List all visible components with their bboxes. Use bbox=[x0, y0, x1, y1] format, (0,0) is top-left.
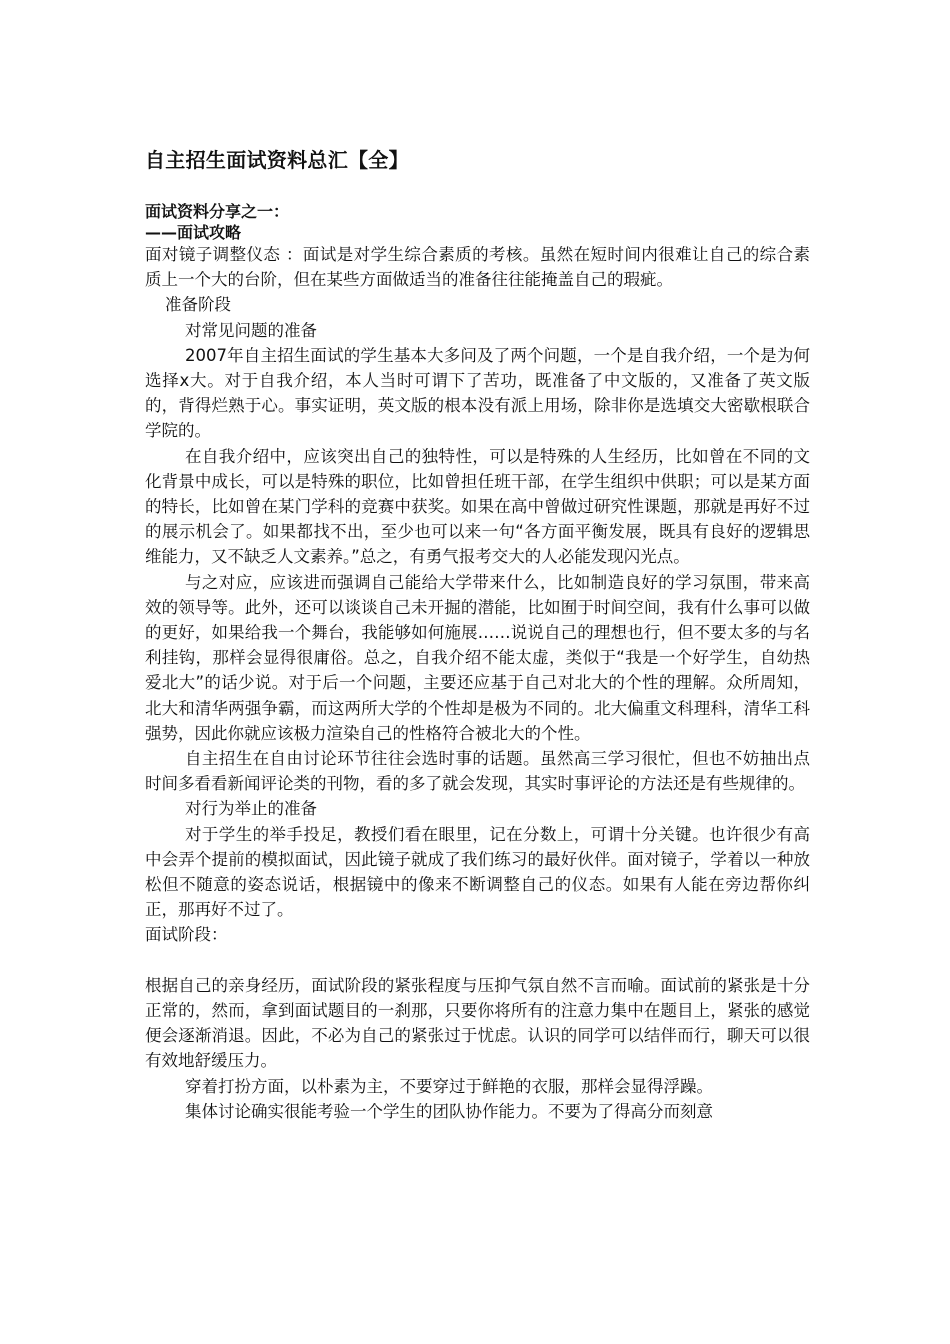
blank-line bbox=[145, 948, 810, 973]
paragraph: 与之对应，应该进而强调自己能给大学带来什么，比如制造良好的学习氛围，带来高效的领导等。此外，还可以谈谈自己未开掘的潜能，比如囿于时间空间，我有什么事可以做的更好，如果给我一个舞台，我能够如何施展……说说自己的理想也行，但不要太多的与名利挂钩，那样会显得很庸俗。总之，自我介绍不能太虚，类似于“我是一个好学生，自幼热爱北大”的话少说。对于后一个问题，主要还应基于自己对北大的个性的理解。众所周知，北大和清华两强争霸，而这两所大学的个性却是极为不同的。北大偏重文科理科，清华工科强势，因此你就应该极力渲染自己的性格符合被北大的个性。 bbox=[145, 572, 810, 743]
paragraph: 自主招生在自由讨论环节往往会选时事的话题。虽然高三学习很忙，但也不妨抽出点时间多看看新闻评论类的刊物，看的多了就会发现，其实时事评论的方法还是有些规律的。 bbox=[145, 749, 810, 794]
paragraph-intro: 面对镜子调整仪态 ：面试是对学生综合素质的考核。虽然在短时间内很难让自己的综合素质上一个大的台阶，但在某些方面做适当的准备往往能掩盖自己的瑕疵。 bbox=[145, 245, 810, 290]
paragraph: 穿着打扮方面，以朴素为主，不要穿过于鲜艳的衣服，那样会显得浮躁。 bbox=[185, 1076, 713, 1096]
paragraph: 集体讨论确实很能考验一个学生的团队协作能力。不要为了得高分而刻意 bbox=[185, 1101, 713, 1121]
heading-interview-stage: 面试阶段： bbox=[145, 925, 228, 945]
subsection-heading: ——面试攻略 bbox=[145, 223, 242, 242]
paragraph: 在自我介绍中，应该突出自己的独特性，可以是特殊的人生经历，比如曾在不同的文化背景中成长，可以是特殊的职位，比如曾担任班干部，在学生组织中供职；可以是某方面的特长，比如曾在某门学科的竞赛中获奖。如果在高中曾做过研究性课题，那就是再好不过的展示机会了。如果都找不出，至少也可以来一句“各方面平衡发展，既具有良好的逻辑思维能力，又不缺乏人文素养。”总之，有勇气报考交大的人必能发现闪光点。 bbox=[145, 446, 810, 567]
heading-behavior: 对行为举止的准备 bbox=[185, 799, 317, 819]
document-body bbox=[145, 242, 810, 1124]
heading-preparation-stage: 准备阶段 bbox=[165, 295, 231, 315]
heading-common-questions: 对常见问题的准备 bbox=[185, 320, 317, 340]
section-heading: 面试资料分享之一： bbox=[145, 202, 290, 221]
paragraph: 根据自己的亲身经历，面试阶段的紧张程度与压抑气氛自然不言而喻。面试前的紧张是十分正常的，然而，拿到面试题目的一刹那，只要你将所有的注意力集中在题目上，紧张的感觉便会逐渐消退。因此，不必为自己的紧张过于忧虑。认识的同学可以结伴而行，聊天可以很有效地舒缓压力。 bbox=[145, 975, 810, 1071]
document-title: 自主招生面试资料总汇【全】 bbox=[145, 148, 409, 172]
paragraph: 2007年自主招生面试的学生基本大多问及了两个问题，一个是自我介绍，一个是为何选择x大。对于自我介绍，本人当时可谓下了苦功，既准备了中文版的，又准备了英文版的，背得烂熟于心。事实证明，英文版的根本没有派上用场，除非你是选填交大密歇根联合学院的。 bbox=[145, 345, 810, 441]
paragraph: 对于学生的举手投足，教授们看在眼里，记在分数上，可谓十分关键。也许很少有高中会弄个提前的模拟面试，因此镜子就成了我们练习的最好伙伴。面对镜子，学着以一种放松但不随意的姿态说话，根据镜中的像来不断调整自己的仪态。如果有人能在旁边帮你纠正，那再好不过了。 bbox=[145, 824, 810, 920]
